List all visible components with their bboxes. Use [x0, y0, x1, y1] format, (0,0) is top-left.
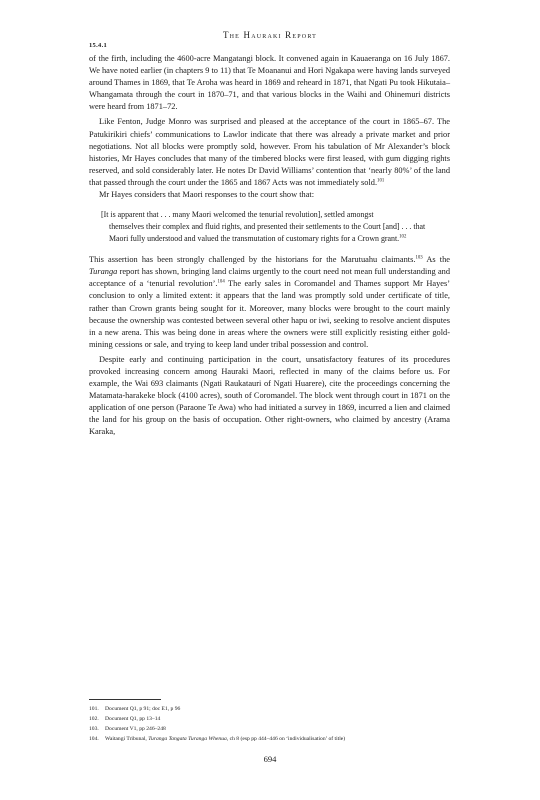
paragraph: Like Fenton, Judge Monro was surprised and pleased at the acceptance of the court in 1865–67. The Patukirikiri chiefs’ communications to Lawlor indicate that there was already a private market and prior negotiations. Not all blocks were promptly sold, however. From his tabulation of Mr Alexander’s block histories, Mr Hayes concludes that many of the timbered blocks were first leased, with gum digging rights reserved, and sold considerably later. He notes Dr David Williams’ contention that ‘nearly 80%’ of the land that passed through the court under the 1865 and 1867 Acts was not immediately sold.$^{101}$ [89, 117, 450, 187]
paragraph: This assertion has been strongly challenged by the historians for the Marutuahu claimants.$^{103}$ As the Turanga report has shown, bringing land claims urgently to the court need not mean full understanding and acceptance of a ‘tenurial revolution’.$^{104}$ The early sales in Coromandel and Thames support Mr Hayes’ conclusion to only a limited extent: it appears that the land was promptly sold under certificate of title, rather than Crown grants being sought for it. Moreover, many blocks were brought to the court mainly because the ownership was contested between several other hapu or iwi, seeking to resolve ancient disputes in a new arena. This was being done in areas where the owners were still explicitly resisting either gold-mining cessions or sale, and trying to keep land under tribal possession and control. [89, 255, 450, 349]
footnote-text: Document Q1, pp 13–14 [105, 716, 161, 723]
footnote-number: 104. [89, 736, 99, 743]
quote-line: [It is apparent that . . . many Maori welcomed the tenurial revolution], settled amongst [101, 210, 374, 220]
italic-text: Turanga [89, 267, 118, 277]
block-quote [101, 209, 444, 245]
footnote [89, 724, 469, 734]
footnote-number: 101. [89, 706, 99, 712]
section-number: 15.4.1 [89, 42, 108, 49]
footnote-rule [89, 699, 161, 700]
footnote [89, 714, 469, 724]
quote-body: themselves their complex and fluid rights, and presented their settlements to the Court [and] . . . that Maori fully understood and valued the transmutation of customary rights for a Crown grant.$^{102}$ [109, 222, 426, 244]
footnote-number: 102. [89, 716, 99, 723]
footnote-ref: 104 [217, 279, 225, 285]
page-number: 694 [263, 754, 277, 764]
footnote-number: 103. [89, 726, 99, 733]
paragraph: Mr Hayes considers that Maori responses to the court show that: [99, 190, 315, 200]
footnote [89, 734, 469, 744]
footnote-ref: 103 [415, 255, 423, 261]
paragraph: Despite early and continuing participation in the court, unsatisfactory features of its procedures provoked increasing concern among Hauraki Maori, reflected in many of the claims before us. For example, the Wai 693 claimants (Ngati Raukatauri of Ngati Huarere), cite the proceedings concerning the Matamata-harakeke block (4100 acres), south of Coromandel. The block went through court in 1871 on the application of one person (Paraone Te Awa) who had initiated a survey in 1869, incurred a lien and claimed the land for his group on the basis of occupation. Other right-owners, who claimed by ancestry (Arama Karaka, [89, 354, 450, 437]
footnote-ref: 102 [399, 234, 407, 240]
footnote-ref: 101 [377, 178, 385, 184]
paragraph: of the firth, including the 4600-acre Mangatangi block. It convened again in Kauaeranga on 16 July 1867. We have noted earlier (in chapters 9 to 11) that Te Moananui and Hori Ngakapa were having lands surveyed around Thames in 1869, that Te Aroha was heard in 1869 and reheard in 1871, that Ngati Pu took Hikutaia–Whangamata through the court in 1870–71, and that various blocks in the Waihi and Ohinemuri districts were heard from 1871–72. [89, 54, 450, 112]
footnote-text: Waitangi Tribunal, Turanga Tangata Turanga Whenua, ch 8 (esp pp 444–446 on ‘individualisation’ of title) [105, 736, 346, 743]
running-head: The Hauraki Report [222, 30, 318, 40]
footnote-text: Document Q1, p 91; doc E1, p 96 [105, 706, 181, 712]
footnote-text: Document V1, pp 246–248 [105, 726, 166, 733]
italic-text: Turanga Tangata Turanga Whenua [148, 736, 227, 743]
footnotes [89, 704, 469, 744]
footnote [89, 704, 469, 714]
body-text [89, 53, 450, 439]
